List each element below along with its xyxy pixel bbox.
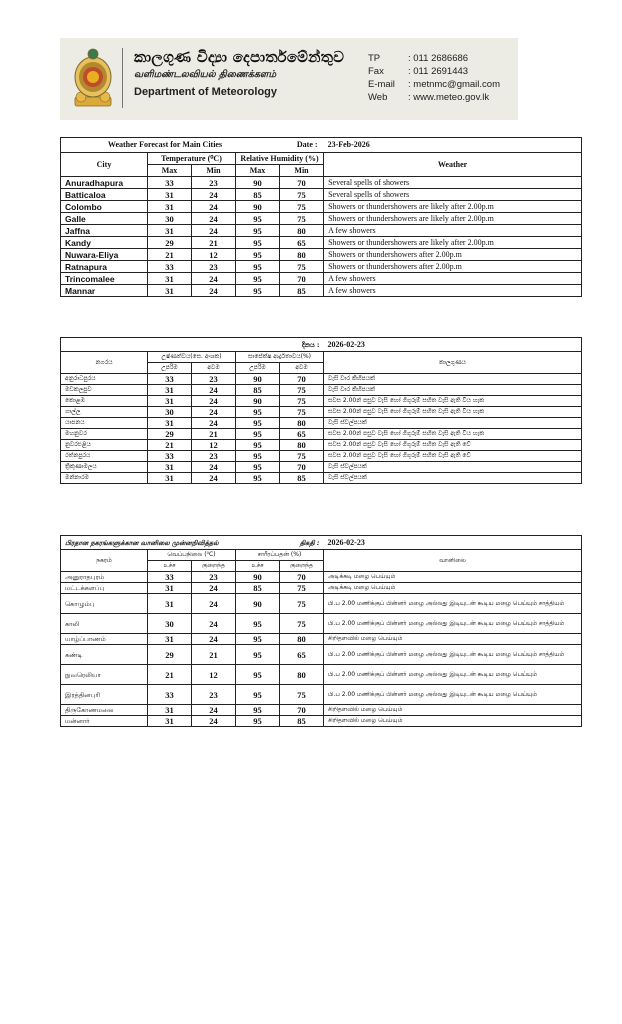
table-row xyxy=(61,473,582,484)
rh-min-cell: 65 xyxy=(280,429,324,440)
temp-max-cell: 31 xyxy=(148,189,192,201)
rh-max-cell: 95 xyxy=(236,473,280,484)
city-cell: ගාල්ල xyxy=(61,407,148,418)
rh-min-cell: 75 xyxy=(280,213,324,225)
city-cell: Ratnapura xyxy=(61,261,148,273)
weather-cell: Showers or thundershowers after 2.00p.m xyxy=(324,249,582,261)
org-name-sinhala: කාලගුණ විද්‍යා දෙපාර්තමේන්තුව xyxy=(134,48,345,66)
col-temperature: උෂ්ණත්වය(සෙ. අංශක) xyxy=(148,352,236,363)
table-row xyxy=(61,237,582,249)
weather-cell: பி.ப 2.00 மணிக்குப் பின்னர் மழை அல்லது இடியுடன் கூடிய மழை பெய்யும் xyxy=(324,685,582,705)
table-row xyxy=(61,396,582,407)
col-rh-min: අවම xyxy=(280,363,324,374)
letterhead xyxy=(60,38,518,120)
weather-cell: වැසි ස්වල්පයක් xyxy=(324,473,582,484)
rh-min-cell: 75 xyxy=(280,189,324,201)
temp-min-cell: 24 xyxy=(192,225,236,237)
rh-max-cell: 95 xyxy=(236,407,280,418)
rh-min-cell: 85 xyxy=(280,285,324,297)
temp-max-cell: 31 xyxy=(148,273,192,285)
table-row xyxy=(61,285,582,297)
temp-min-cell: 24 xyxy=(192,201,236,213)
city-cell: යාපනය xyxy=(61,418,148,429)
rh-max-cell: 90 xyxy=(236,374,280,385)
city-cell: නුවරඑළිය xyxy=(61,440,148,451)
city-cell: Trincomalee xyxy=(61,273,148,285)
weather-cell: Showers or thundershowers after 2.00p.m xyxy=(324,261,582,273)
temp-max-cell: 31 xyxy=(148,634,192,645)
forecast-date: 23-Feb-2026 xyxy=(324,138,582,153)
rh-min-cell: 75 xyxy=(280,396,324,407)
col-humidity: Relative Humidity (%) xyxy=(236,153,324,165)
temp-min-cell: 24 xyxy=(192,473,236,484)
col-temp-min: අවම xyxy=(192,363,236,374)
col-humidity: சாரீரப்பதன் (%) xyxy=(236,550,324,561)
temp-min-cell: 24 xyxy=(192,716,236,727)
rh-max-cell: 95 xyxy=(236,213,280,225)
col-temperature: Temperature (⁰C) xyxy=(148,153,236,165)
city-cell: இரத்தினபுரி xyxy=(61,685,148,705)
temp-max-cell: 29 xyxy=(148,429,192,440)
col-weather: කාලගුණය xyxy=(324,352,582,374)
temp-max-cell: 31 xyxy=(148,418,192,429)
temp-max-cell: 31 xyxy=(148,285,192,297)
city-cell: மன்னார் xyxy=(61,716,148,727)
table-row xyxy=(61,451,582,462)
rh-max-cell: 85 xyxy=(236,189,280,201)
weather-cell: වැසි ස්වල්පයක් xyxy=(324,462,582,473)
city-cell: காலி xyxy=(61,614,148,634)
table-row xyxy=(61,213,582,225)
weather-cell: A few showers xyxy=(324,225,582,237)
rh-max-cell: 95 xyxy=(236,645,280,665)
weather-cell: සවස 2.00න් පසුව වැසි හෝ ගිගුරුම් සහිත වැසි ඇති වීය හැක xyxy=(324,429,582,440)
table-row xyxy=(61,583,582,594)
temp-max-cell: 30 xyxy=(148,407,192,418)
temp-max-cell: 21 xyxy=(148,665,192,685)
city-cell: Galle xyxy=(61,213,148,225)
rh-max-cell: 95 xyxy=(236,440,280,451)
temp-min-cell: 23 xyxy=(192,374,236,385)
rh-max-cell: 90 xyxy=(236,177,280,189)
temp-min-cell: 24 xyxy=(192,594,236,614)
city-cell: මඩකලපුව xyxy=(61,385,148,396)
col-temp-max: உச்ச xyxy=(148,561,192,572)
temp-max-cell: 31 xyxy=(148,594,192,614)
table-row xyxy=(61,418,582,429)
rh-min-cell: 75 xyxy=(280,685,324,705)
rh-min-cell: 70 xyxy=(280,273,324,285)
rh-max-cell: 85 xyxy=(236,385,280,396)
col-weather: Weather xyxy=(324,153,582,177)
city-cell: Nuwara-Eliya xyxy=(61,249,148,261)
temp-max-cell: 33 xyxy=(148,261,192,273)
rh-min-cell: 65 xyxy=(280,645,324,665)
contact-info xyxy=(368,52,500,104)
weather-cell: සවස 2.00න් පසුව වැසි හෝ ගිගුරුම් සහිත වැසි ඇති වීය හැක xyxy=(324,396,582,407)
weather-cell: பி.ப 2.00 மணிக்குப் பின்னர் மழை அல்லது இடியுடன் கூடிய மழை பெய்யும் சாத்தியம் xyxy=(324,594,582,614)
english-forecast-table xyxy=(60,137,582,297)
rh-max-cell: 95 xyxy=(236,634,280,645)
rh-max-cell: 90 xyxy=(236,594,280,614)
rh-min-cell: 75 xyxy=(280,594,324,614)
temp-min-cell: 24 xyxy=(192,213,236,225)
rh-min-cell: 65 xyxy=(280,237,324,249)
rh-max-cell: 95 xyxy=(236,225,280,237)
table-row xyxy=(61,273,582,285)
city-cell: Anuradhapura xyxy=(61,177,148,189)
col-temp-min: Min xyxy=(192,165,236,177)
rh-max-cell: 95 xyxy=(236,261,280,273)
rh-min-cell: 70 xyxy=(280,177,324,189)
weather-cell: Showers or thundershowers are likely after 2.00p.m xyxy=(324,201,582,213)
temp-min-cell: 24 xyxy=(192,285,236,297)
temp-max-cell: 33 xyxy=(148,451,192,462)
rh-min-cell: 75 xyxy=(280,407,324,418)
city-cell: அனுராதபுரம் xyxy=(61,572,148,583)
weather-cell: சிறிதளவில் மழை பெய்யும் xyxy=(324,634,582,645)
temp-max-cell: 33 xyxy=(148,374,192,385)
temp-min-cell: 24 xyxy=(192,418,236,429)
table-row xyxy=(61,614,582,634)
temp-min-cell: 24 xyxy=(192,189,236,201)
rh-min-cell: 80 xyxy=(280,418,324,429)
weather-cell: Showers or thundershowers are likely after 2.00p.m xyxy=(324,237,582,249)
temp-max-cell: 31 xyxy=(148,385,192,396)
rh-max-cell: 90 xyxy=(236,201,280,213)
temp-max-cell: 31 xyxy=(148,716,192,727)
rh-min-cell: 75 xyxy=(280,451,324,462)
table-row xyxy=(61,462,582,473)
col-humidity: සාපේක්ෂ ආර්ද්‍රතාවය(%) xyxy=(236,352,324,363)
table-row xyxy=(61,225,582,237)
table-row xyxy=(61,201,582,213)
rh-min-cell: 80 xyxy=(280,634,324,645)
col-rh-max: உச்ச xyxy=(236,561,280,572)
temp-min-cell: 21 xyxy=(192,429,236,440)
rh-max-cell: 95 xyxy=(236,685,280,705)
weather-cell: Several spells of showers xyxy=(324,189,582,201)
temp-min-cell: 21 xyxy=(192,237,236,249)
rh-min-cell: 70 xyxy=(280,705,324,716)
city-cell: මන්නාරම xyxy=(61,473,148,484)
col-city: நகரம் xyxy=(61,550,148,572)
rh-min-cell: 80 xyxy=(280,665,324,685)
rh-max-cell: 95 xyxy=(236,429,280,440)
rh-max-cell: 90 xyxy=(236,572,280,583)
city-cell: யாழ்ப்பாணம் xyxy=(61,634,148,645)
rh-min-cell: 75 xyxy=(280,261,324,273)
weather-cell: සවස 2.00න් පසුව වැසි හෝ ගිගුරුම් සහිත වැසි ඇති වේ xyxy=(324,451,582,462)
col-rh-min: குறைந்த xyxy=(280,561,324,572)
weather-cell: Showers or thundershowers are likely after 2.00p.m xyxy=(324,213,582,225)
col-temp-min: குறைந்த xyxy=(192,561,236,572)
weather-cell: சிறிதளவில் மழை பெய்யும் xyxy=(324,716,582,727)
weather-cell: பி.ப 2.00 மணிக்குப் பின்னர் மழை அல்லது இடியுடன் கூடிய மழை பெய்யும் சாத்தியம் xyxy=(324,645,582,665)
temp-min-cell: 23 xyxy=(192,177,236,189)
table-row xyxy=(61,374,582,385)
sri-lanka-emblem-icon xyxy=(72,45,114,111)
table-row xyxy=(61,665,582,685)
weather-cell: சிறிதளவில் மழை பெய்யும் xyxy=(324,705,582,716)
temp-min-cell: 23 xyxy=(192,572,236,583)
table-row xyxy=(61,429,582,440)
date-label: දිනය : xyxy=(301,340,320,349)
city-cell: கண்டி xyxy=(61,645,148,665)
rh-min-cell: 70 xyxy=(280,374,324,385)
weather-cell: Several spells of showers xyxy=(324,177,582,189)
weather-cell: වැසි ස්වල්පයක් xyxy=(324,418,582,429)
temp-min-cell: 24 xyxy=(192,705,236,716)
table-title: Weather Forecast for Main Cities xyxy=(107,140,223,149)
city-cell: මහනුවර xyxy=(61,429,148,440)
weather-cell: பி.ப 2.00 மணிக்குப் பின்னர் மழை அல்லது இடியுடன் கூடிய மழை பெய்யும் xyxy=(324,665,582,685)
rh-max-cell: 95 xyxy=(236,273,280,285)
rh-max-cell: 95 xyxy=(236,665,280,685)
rh-max-cell: 95 xyxy=(236,451,280,462)
temp-max-cell: 31 xyxy=(148,705,192,716)
weather-cell: වැසි වාර කිහිපයක් xyxy=(324,385,582,396)
city-cell: Batticaloa xyxy=(61,189,148,201)
temp-max-cell: 31 xyxy=(148,225,192,237)
date-label: திகதி : xyxy=(299,538,320,547)
rh-max-cell: 95 xyxy=(236,462,280,473)
temp-min-cell: 23 xyxy=(192,451,236,462)
contact-web: Web : www.meteo.gov.lk xyxy=(368,92,490,103)
table-row xyxy=(61,645,582,665)
city-cell: කොළඹ xyxy=(61,396,148,407)
city-cell: ත්‍රිකුණාමලය xyxy=(61,462,148,473)
temp-min-cell: 24 xyxy=(192,462,236,473)
weather-cell: සවස 2.00න් පසුව වැසි හෝ ගිගුරුම් සහිත වැසි ඇති වේ xyxy=(324,440,582,451)
temp-min-cell: 12 xyxy=(192,440,236,451)
table-row xyxy=(61,385,582,396)
city-cell: கொழும்பு xyxy=(61,594,148,614)
rh-min-cell: 80 xyxy=(280,440,324,451)
temp-max-cell: 30 xyxy=(148,614,192,634)
date-label: Date : xyxy=(296,140,318,149)
contact-fax: Fax : 011 2691443 xyxy=(368,66,469,77)
forecast-date: 2026-02-23 xyxy=(324,536,582,550)
rh-max-cell: 95 xyxy=(236,418,280,429)
rh-min-cell: 75 xyxy=(280,385,324,396)
temp-max-cell: 31 xyxy=(148,473,192,484)
weather-cell: பி.ப 2.00 மணிக்குப் பின்னர் மழை அல்லது இடியுடன் கூடிய மழை பெய்யும் சாத்தியம் xyxy=(324,614,582,634)
sinhala-forecast-table xyxy=(60,337,582,484)
temp-max-cell: 29 xyxy=(148,237,192,249)
table-row xyxy=(61,440,582,451)
temp-min-cell: 21 xyxy=(192,645,236,665)
table-row xyxy=(61,634,582,645)
forecast-date: 2026-02-23 xyxy=(324,338,582,352)
temp-min-cell: 24 xyxy=(192,634,236,645)
col-city: නගරය xyxy=(61,352,148,374)
rh-min-cell: 80 xyxy=(280,225,324,237)
weather-cell: A few showers xyxy=(324,273,582,285)
col-temperature: வெப்பநிலை (⁰C) xyxy=(148,550,236,561)
col-weather: வானிலை xyxy=(324,550,582,572)
table-row xyxy=(61,177,582,189)
temp-min-cell: 24 xyxy=(192,583,236,594)
rh-max-cell: 85 xyxy=(236,583,280,594)
rh-max-cell: 95 xyxy=(236,249,280,261)
temp-min-cell: 23 xyxy=(192,261,236,273)
temp-min-cell: 12 xyxy=(192,249,236,261)
city-cell: Jaffna xyxy=(61,225,148,237)
temp-min-cell: 12 xyxy=(192,665,236,685)
city-cell: Colombo xyxy=(61,201,148,213)
table-row xyxy=(61,716,582,727)
table-row xyxy=(61,705,582,716)
temp-max-cell: 31 xyxy=(148,462,192,473)
col-temp-max: Max xyxy=(148,165,192,177)
temp-max-cell: 29 xyxy=(148,645,192,665)
temp-max-cell: 33 xyxy=(148,177,192,189)
rh-min-cell: 80 xyxy=(280,249,324,261)
org-name-tamil: வளிமண்டலவியல் திணைக்களம் xyxy=(134,69,277,80)
rh-min-cell: 75 xyxy=(280,201,324,213)
rh-min-cell: 70 xyxy=(280,462,324,473)
contact-email: E-mail : metnmc@gmail.com xyxy=(368,79,500,90)
city-cell: රත්නපුරය xyxy=(61,451,148,462)
col-rh-max: උපරිම xyxy=(236,363,280,374)
city-cell: மட்டக்களப்பு xyxy=(61,583,148,594)
table-row xyxy=(61,249,582,261)
organization-name xyxy=(134,48,344,98)
temp-min-cell: 24 xyxy=(192,385,236,396)
rh-max-cell: 95 xyxy=(236,285,280,297)
rh-min-cell: 85 xyxy=(280,716,324,727)
temp-max-cell: 21 xyxy=(148,249,192,261)
weather-cell: වැසි වාර කිහිපයක් xyxy=(324,374,582,385)
table-row xyxy=(61,189,582,201)
temp-max-cell: 31 xyxy=(148,583,192,594)
table-title: பிரதான நகரங்களுக்கான வானிலை முன்னறிவித்தல் xyxy=(65,538,219,547)
temp-min-cell: 24 xyxy=(192,273,236,285)
city-cell: අනුරාධපුරය xyxy=(61,374,148,385)
col-city: City xyxy=(61,153,148,177)
temp-min-cell: 24 xyxy=(192,407,236,418)
weather-cell: அடிக்கடி மழை பெய்யும் xyxy=(324,583,582,594)
table-row xyxy=(61,594,582,614)
rh-min-cell: 85 xyxy=(280,473,324,484)
rh-max-cell: 95 xyxy=(236,716,280,727)
rh-max-cell: 95 xyxy=(236,705,280,716)
tamil-forecast-table xyxy=(60,535,582,727)
org-name-english: Department of Meteorology xyxy=(134,86,278,98)
table-row xyxy=(61,685,582,705)
temp-max-cell: 33 xyxy=(148,685,192,705)
col-rh-min: Min xyxy=(280,165,324,177)
table-row xyxy=(61,261,582,273)
temp-min-cell: 24 xyxy=(192,614,236,634)
divider xyxy=(122,48,123,108)
contact-phone: TP : 011 2686686 xyxy=(368,53,469,64)
city-cell: நுவரெலியா xyxy=(61,665,148,685)
city-cell: Kandy xyxy=(61,237,148,249)
rh-min-cell: 75 xyxy=(280,583,324,594)
temp-max-cell: 30 xyxy=(148,213,192,225)
rh-max-cell: 95 xyxy=(236,614,280,634)
col-temp-max: උපරිම xyxy=(148,363,192,374)
table-row xyxy=(61,572,582,583)
temp-max-cell: 33 xyxy=(148,572,192,583)
rh-max-cell: 95 xyxy=(236,237,280,249)
weather-cell: அடிக்கடி மழை பெய்யும் xyxy=(324,572,582,583)
rh-min-cell: 70 xyxy=(280,572,324,583)
temp-max-cell: 31 xyxy=(148,201,192,213)
weather-cell: සවස 2.00න් පසුව වැසි හෝ ගිගුරුම් සහිත වැසි ඇති වීය හැක xyxy=(324,407,582,418)
city-cell: திருகோணமலை xyxy=(61,705,148,716)
rh-min-cell: 75 xyxy=(280,614,324,634)
col-rh-max: Max xyxy=(236,165,280,177)
temp-max-cell: 31 xyxy=(148,396,192,407)
rh-max-cell: 90 xyxy=(236,396,280,407)
temp-min-cell: 23 xyxy=(192,685,236,705)
table-row xyxy=(61,407,582,418)
city-cell: Mannar xyxy=(61,285,148,297)
weather-cell: A few showers xyxy=(324,285,582,297)
temp-max-cell: 21 xyxy=(148,440,192,451)
temp-min-cell: 24 xyxy=(192,396,236,407)
